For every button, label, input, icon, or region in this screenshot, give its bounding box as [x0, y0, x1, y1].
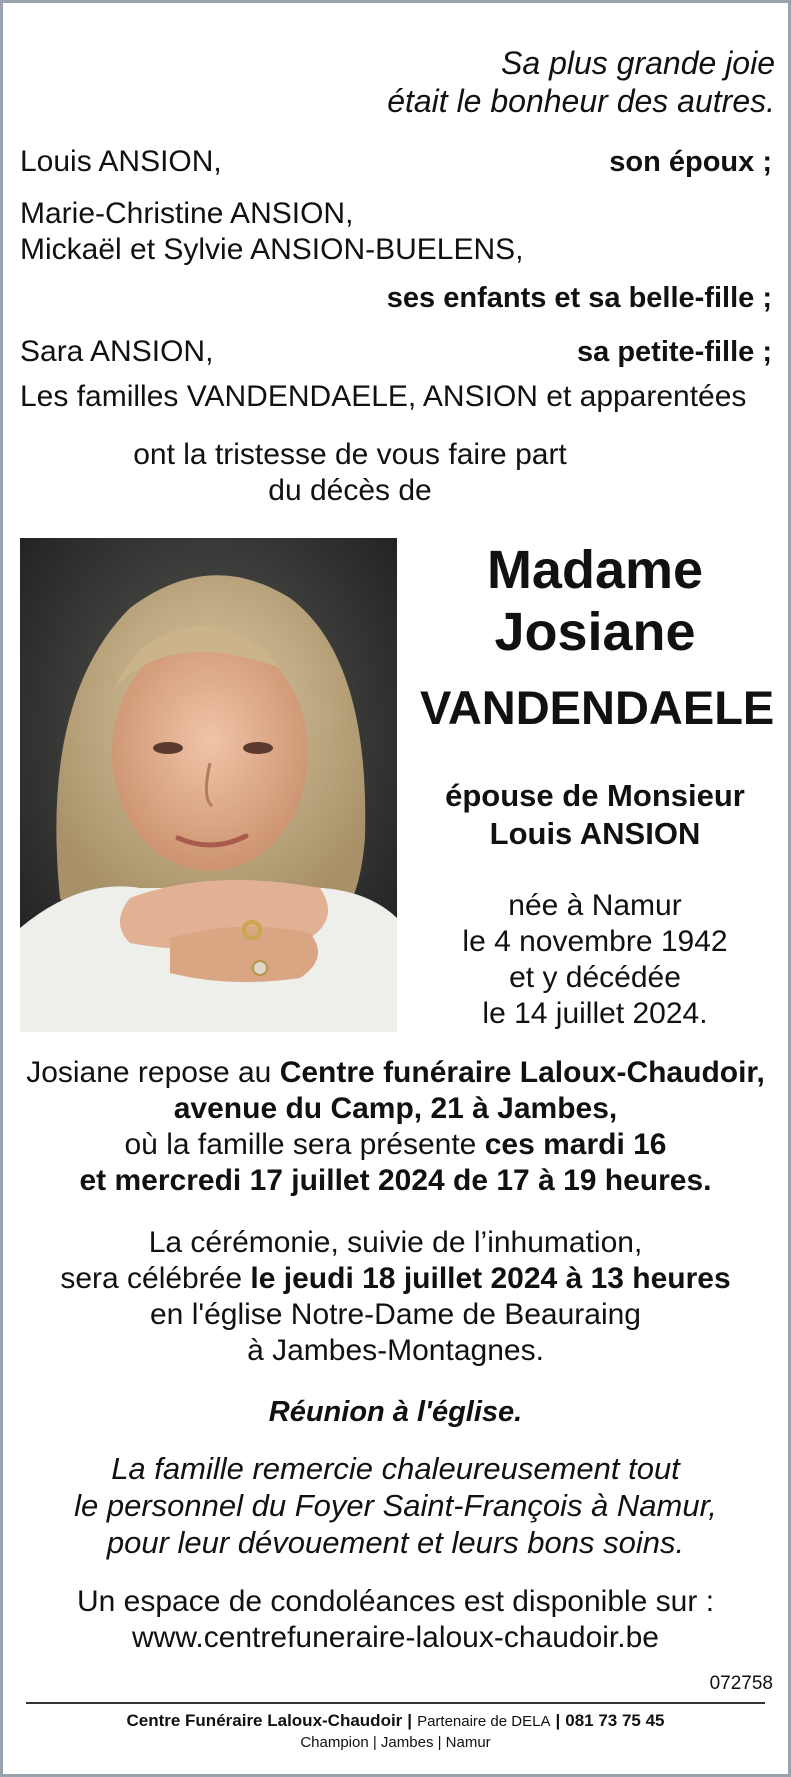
footer-separator-1: |: [407, 1711, 413, 1730]
family-child-1: Marie-Christine ANSION,: [20, 197, 354, 230]
reference-number: 072758: [709, 1673, 773, 1694]
meeting-note: Réunion à l'église.: [268, 1396, 523, 1428]
funeral-home-name: Centre funéraire Laloux-Chaudoir,: [279, 1056, 765, 1089]
condolences-line-1: Un espace de condoléances est disponible sur :: [76, 1585, 715, 1618]
footer-divider: [26, 1702, 765, 1704]
footer-separator-2: |: [555, 1711, 561, 1730]
grandchild-name: Sara ANSION,: [20, 335, 214, 368]
deceased-title: Madame: [486, 540, 704, 600]
thanks-line-3: pour leur dévouement et leurs bons soins.: [106, 1525, 685, 1560]
quote-line-2: était le bonheur des autres.: [387, 83, 775, 119]
children-role: ses enfants et sa belle-fille ;: [386, 282, 772, 314]
resting-place: [0, 1055, 791, 1199]
spouse-line-2: Louis ANSION: [489, 816, 701, 851]
ceremony-date: le jeudi 18 juillet 2024 à 13 heures: [250, 1262, 731, 1295]
birth-date: le 4 novembre 1942: [462, 925, 728, 958]
deceased-last-name: VANDENDAELE: [420, 681, 775, 734]
deceased-first-name: Josiane: [494, 602, 696, 662]
ceremony-info: [0, 1225, 791, 1369]
husband-role: son époux ;: [609, 146, 772, 178]
funeral-home-address: avenue du Camp, 21 à Jambes,: [173, 1092, 618, 1125]
resting-line-3: [0, 1127, 791, 1163]
condolences-info: [0, 1584, 791, 1656]
thanks-line-1: La famille remercie chaleureusement tout: [111, 1451, 680, 1486]
footer-company-line: [0, 1710, 791, 1733]
birth-death-info: [430, 888, 760, 1032]
husband-name: Louis ANSION,: [20, 145, 222, 178]
grandchild-role: sa petite-fille ;: [577, 336, 772, 368]
death-date: le 14 juillet 2024.: [482, 997, 708, 1030]
family-child-2: Mickaël et Sylvie ANSION-BUELENS,: [20, 233, 524, 266]
visitation-times: et mercredi 17 juillet 2024 de 17 à 19 heures.: [79, 1164, 712, 1197]
children-role-row: [20, 280, 772, 316]
announcement-line-2: du décès de: [268, 474, 432, 507]
family-extended: Les familles VANDENDAELE, ANSION et apparentées: [20, 380, 747, 413]
resting-intro: Josiane repose au: [26, 1056, 280, 1089]
ceremony-intro: sera célébrée: [60, 1262, 251, 1295]
ceremony-line-2: [0, 1261, 791, 1297]
epigraph-quote: [275, 44, 775, 120]
ceremony-line-1: La cérémonie, suivie de l’inhumation,: [148, 1226, 643, 1259]
announcement-line-1: ont la tristesse de vous faire part: [133, 438, 567, 471]
ceremony-church: en l'église Notre-Dame de Beauraing: [149, 1298, 641, 1331]
thanks-line-2: le personnel du Foyer Saint-François à Namur,: [74, 1488, 717, 1523]
ceremony-location: à Jambes-Montagnes.: [247, 1334, 544, 1367]
deceased-portrait: [20, 538, 397, 1032]
resting-line-1: [0, 1055, 791, 1091]
visitation-intro: où la famille sera présente: [124, 1128, 485, 1161]
footer-company: Centre Funéraire Laloux-Chaudoir: [126, 1711, 403, 1730]
footer-partner: Partenaire de DELA: [417, 1713, 551, 1730]
quote-line-1: Sa plus grande joie: [501, 45, 775, 81]
family-husband-row: [20, 144, 772, 180]
footer-locations: Champion | Jambes | Namur: [300, 1734, 491, 1751]
thanks-message: [0, 1450, 791, 1561]
death-place: et y décédée: [509, 961, 681, 994]
birth-place: née à Namur: [508, 889, 682, 922]
condolences-url[interactable]: www.centrefuneraire-laloux-chaudoir.be: [132, 1621, 659, 1654]
footer-phone: 081 73 75 45: [565, 1711, 665, 1730]
announcement: [0, 437, 700, 509]
family-grandchild-row: [20, 334, 772, 370]
spouse-line-1: épouse de Monsieur: [445, 778, 745, 813]
portrait-image: [20, 538, 397, 1032]
visitation-days: ces mardi 16: [484, 1128, 667, 1161]
